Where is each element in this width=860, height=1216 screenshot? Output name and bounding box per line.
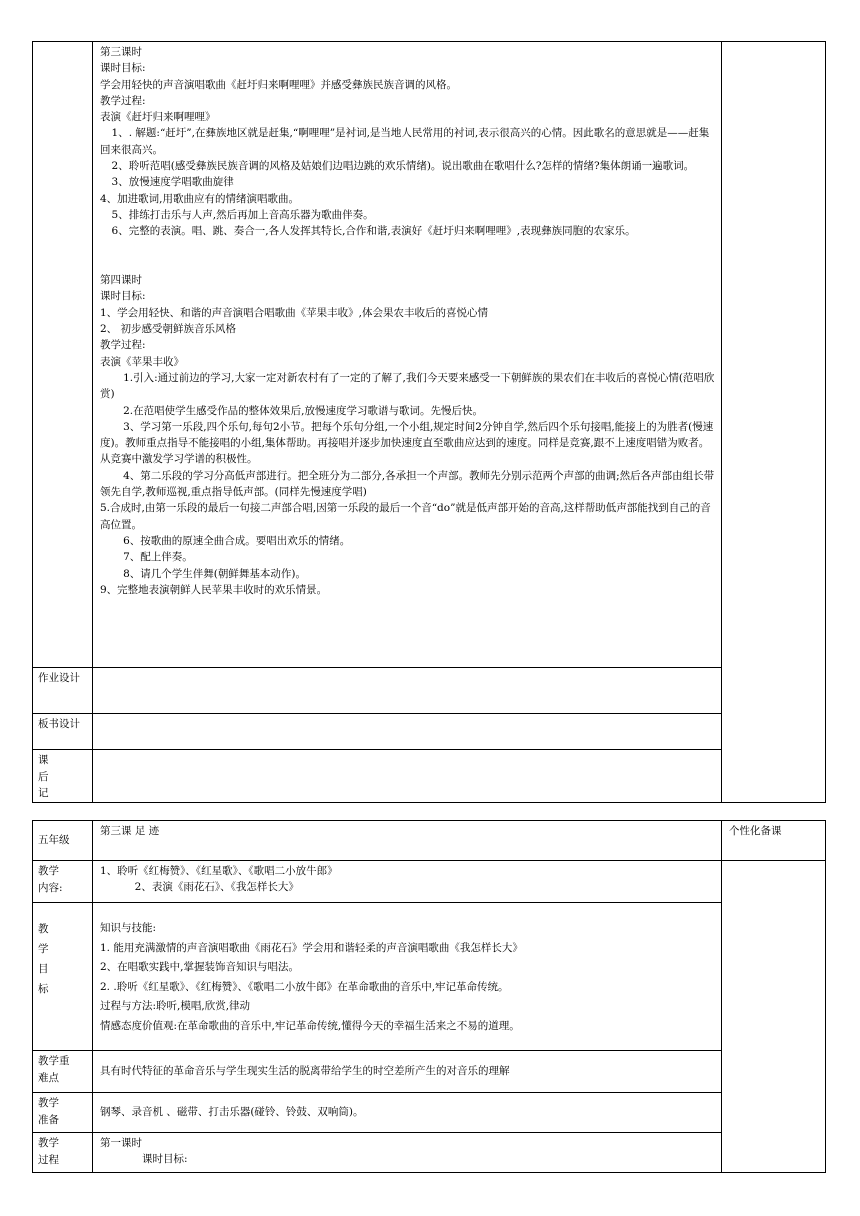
text-line: 2. .聆听《红星歌》、《红梅赞》、《歌唱二小放牛郎》在革命歌曲的音乐中,牢记革命传统。 (100, 980, 509, 993)
label-line: 内容: (38, 881, 63, 894)
lesson-title: 第三课 足 迹 (100, 825, 160, 837)
label-line: 教学 (38, 865, 59, 877)
label-line: 教学 (38, 1097, 59, 1109)
text-line: 4、第二乐段的学习分高低声部进行。把全班分为二部分,各承担一个声部。教师先分别示范两个声部的曲调;然后各声部由组长带领先自学,教师巡视,重点指导低声部。(同样先慢速度学唱) (100, 469, 715, 499)
text-line: 8、请几个学生伴舞(朝鲜舞基本动作)。 (123, 567, 306, 580)
grade-label: 五年级 (38, 834, 70, 847)
text-line: 2.在范唱使学生感受作品的整体效果后,放慢速度学习歌谱与歌词。先慢后快。 (123, 404, 483, 417)
label-line: 过程 (38, 1153, 59, 1166)
personal-label-cell (722, 821, 826, 861)
text-line: 教学过程: (100, 339, 146, 352)
prep-label-cell (33, 1093, 93, 1133)
text-line: 6、完整的表演。唱、跳、奏合一,各人发挥其特长,合作和谐,表演好《赶圩归来啊哩哩》,表现彝族同胞的农家乐。 (111, 225, 636, 238)
after-class-label-cell (33, 750, 93, 803)
text-line: 2、在唱歌实践中,掌握装饰音知识与唱法。 (100, 961, 300, 973)
text-line: 9、完整地表演朝鲜人民苹果丰收时的欢乐情景。 (100, 583, 328, 596)
after-class-label-line: 记 (38, 787, 49, 799)
text-line: 1、学会用轻快、和谐的声音演唱合唱歌曲《苹果丰收》,体会果农丰收后的喜悦心情 (100, 306, 489, 319)
content-cell (93, 861, 722, 903)
focus-label-cell (33, 1051, 93, 1093)
process-label-cell (33, 1133, 93, 1173)
text-line: 2、 初步感受朝鲜族音乐风格 (100, 323, 237, 336)
focus-cell (93, 1051, 722, 1093)
lesson-title-cell (93, 821, 722, 861)
text-line: 课时目标: (100, 290, 146, 303)
board-label-cell (33, 714, 93, 750)
teaching-prep-text: 钢琴、录音机 、磁带、打击乐器(碰铃、铃鼓、双响筒)。 (100, 1106, 364, 1119)
after-class-label-line: 课 (38, 754, 49, 766)
left-blank-cell (33, 42, 93, 668)
text-line: 7、配上伴奏。 (123, 551, 193, 564)
text-line: 第四课时 (100, 274, 142, 287)
label-line: 标 (38, 983, 49, 995)
text-line: 课时目标: (100, 62, 146, 75)
text-line (100, 256, 715, 272)
goal-label-cell (33, 903, 93, 1051)
label-line: 教 (38, 923, 49, 935)
teaching-content-lines (93, 861, 721, 898)
text-line: 1. 能用充满激情的声音演唱歌曲《雨花石》学会用和谐轻柔的声音演唱歌曲《我怎样长大》 (100, 941, 523, 954)
goal-cell (93, 903, 722, 1051)
after-class-label (33, 750, 92, 802)
label-line: 教学重 (38, 1055, 70, 1067)
text-line: 情感态度价值观:在革命歌曲的音乐中,牢记革命传统,懂得今天的幸福生活来之不易的道理。 (100, 1019, 520, 1032)
text-line: 1.引入:通过前边的学习,大家一定对新农村有了一定的了解了,我们今天要来感受一下朝鲜族的果农们在丰收后的喜悦心情(范唱欣赏) (100, 371, 715, 401)
homework-label: 作业设计 (38, 672, 80, 684)
text-line: 3、放慢速度学唱歌曲旋律 (111, 176, 234, 189)
text-line: 2、表演《雨花石》、《我怎样长大》 (134, 881, 299, 894)
text-line: 学会用轻快的声音演唱歌曲《赶圩归来啊哩哩》并感受彝族民族音调的风格。 (100, 78, 457, 91)
label-line: 学 (38, 943, 49, 955)
text-line: 课时目标: (142, 1153, 188, 1166)
personal-prep-label: 个性化备课 (729, 825, 782, 837)
after-class-content-cell (93, 750, 722, 803)
text-line: 1、聆听《红梅赞》、《红星歌》、《歌唱二小放牛郎》 (100, 865, 338, 877)
text-line: 过程与方法:聆听,模唱,欣赏,律动 (100, 1000, 251, 1012)
text-line: 教学过程: (100, 94, 146, 107)
text-line: 3、学习第一乐段,四个乐句,每句2小节。把每个乐句分组,一个小组,规定时间2分钟自学,然后四个乐句接唱,能接上的为胜者(慢速度)。教师重点指导不能接唱的小组,集体帮助。再接唱并逐步加快速度直至歌曲应达到的速度。同样是竞赛,跟不上速度唱错为败者。从竞赛中激发学习学谱的积极性。 (100, 420, 714, 466)
text-line (100, 240, 715, 256)
homework-content-cell (93, 668, 722, 714)
text-line: 1、. 解题:“赶圩”,在彝族地区就是赶集,“啊哩哩”是衬词,是当地人民常用的衬词,表示很高兴的心情。因此歌名的意思就是——赶集回来很高兴。 (100, 127, 710, 156)
lesson-plan-table-continued (32, 41, 826, 803)
teaching-content-label (33, 861, 92, 896)
teaching-prep-label (33, 1093, 92, 1128)
process-cell (93, 1133, 722, 1173)
text-line: 5、排练打击乐与人声,然后再加上音高乐器为歌曲伴奏。 (111, 208, 374, 221)
teaching-process-label (33, 1133, 92, 1168)
text-line: 表演《苹果丰收》 (100, 355, 184, 368)
label-line: 目 (38, 963, 49, 975)
prep-cell (93, 1093, 722, 1133)
lesson-content-lines (93, 42, 721, 600)
homework-label-cell (33, 668, 93, 714)
text-line: 4、加进歌词,用歌曲应有的情绪演唱歌曲。 (100, 192, 300, 205)
personal-notes-column (722, 42, 826, 803)
text-line: 第三课时 (100, 46, 142, 58)
text-line: 表演《赶圩归来啊哩哩》 (100, 111, 216, 124)
teaching-process-lines (93, 1133, 721, 1170)
board-design-label: 板书设计 (38, 718, 80, 730)
text-line: 6、按歌曲的原速全曲合成。要唱出欢乐的情绪。 (123, 534, 351, 547)
after-class-label-line: 后 (38, 770, 49, 783)
key-difficulty-label (33, 1051, 92, 1086)
personal-prep-column (722, 861, 826, 1173)
text-line: 第一课时 (100, 1137, 142, 1149)
board-content-cell (93, 714, 722, 750)
label-line: 难点 (38, 1071, 59, 1084)
teaching-goal-label (33, 903, 92, 999)
text-line: 5.合成时,由第一乐段的最后一句接二声部合唱,因第一乐段的最后一个音“do”就是低声部开始的音高,这样帮助低声部能找到自己的音高位置。 (100, 502, 711, 531)
label-line: 教学 (38, 1137, 59, 1149)
grade-cell (33, 821, 93, 861)
lesson-content-cell (93, 42, 722, 668)
key-difficulty-text: 具有时代特征的革命音乐与学生现实生活的脱离带给学生的时空差所产生的对音乐的理解 (100, 1065, 510, 1078)
teaching-goal-lines (93, 903, 721, 1038)
lesson-plan-table-grade5 (32, 820, 826, 1173)
text-line: 知识与技能: (100, 922, 157, 934)
content-label-cell (33, 861, 93, 903)
label-line: 准备 (38, 1113, 59, 1126)
text-line: 2、聆听范唱(感受彝族民族音调的风格及姑娘们边唱边跳的欢乐情绪)。说出歌曲在歌唱什么?怎样的情绪?集体朗诵一遍歌词。 (111, 160, 695, 173)
